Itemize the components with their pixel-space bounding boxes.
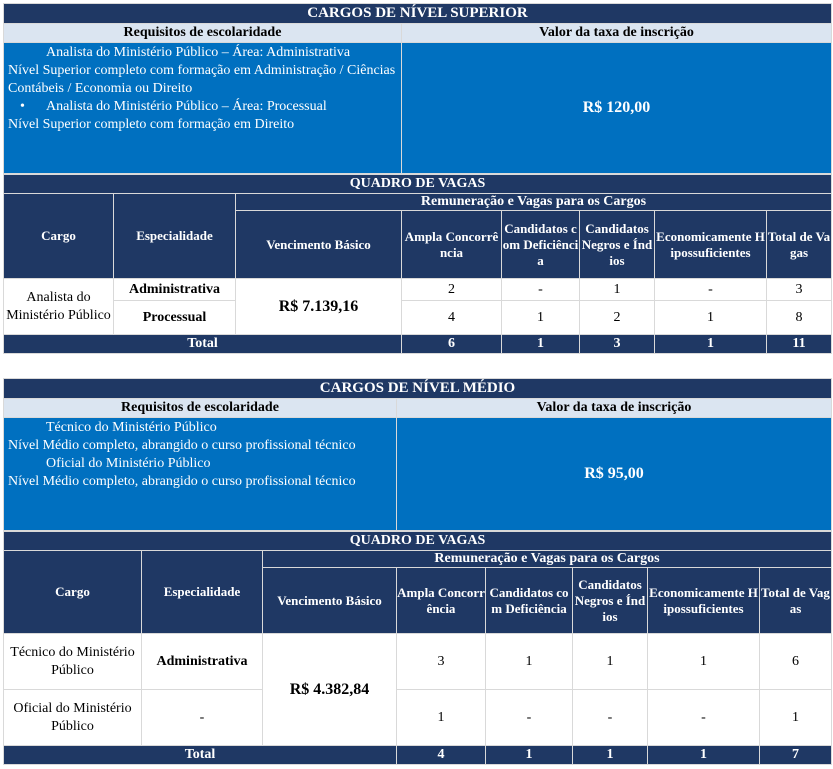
medio-row1-negros: 1 <box>573 634 648 690</box>
superior-total-negros: 3 <box>580 335 655 354</box>
superior-row1-total: 3 <box>767 279 832 301</box>
superior-col-negros: Candidatos Negros e Índios <box>580 211 655 279</box>
medio-row2-ampla: 1 <box>397 690 486 746</box>
medio-requirements <box>4 418 397 531</box>
superior-row2-hipo: 1 <box>655 301 767 335</box>
table-row <box>4 301 832 335</box>
superior-col-cargo: Cargo <box>4 194 114 279</box>
medio-row2-cargo: Oficial do Ministério Público <box>4 690 142 746</box>
superior-req-text-2: Nível Superior completo com formação em Direito <box>8 117 295 132</box>
superior-row1-especialidade: Administrativa <box>114 279 236 301</box>
superior-row2-total: 8 <box>767 301 832 335</box>
medio-col-hipo: Economicamente Hipossuficientes <box>648 568 760 634</box>
table-row <box>4 746 832 765</box>
medio-row2-deficiencia: - <box>486 690 573 746</box>
medio-title: CARGOS DE NÍVEL MÉDIO <box>4 379 832 399</box>
superior-remuneracao-header: Remuneração e Vagas para os Cargos <box>236 194 832 211</box>
superior-col-vencimento: Vencimento Básico <box>236 211 402 279</box>
superior-row2-negros: 2 <box>580 301 655 335</box>
superior-fee-header: Valor da taxa de inscrição <box>402 24 832 43</box>
superior-req-text-1: Nível Superior completo com formação em Administração / Ciências Contábeis / Economia ou Direito <box>8 63 396 96</box>
medio-col-especialidade: Especialidade <box>142 551 263 634</box>
superior-quadro-title: QUADRO DE VAGAS <box>4 175 832 194</box>
superior-req-bullet-2: • Analista do Ministério Público – Área: Processual <box>8 98 397 116</box>
superior-requirements <box>4 43 402 174</box>
superior-col-ampla: Ampla Concorrência <box>402 211 502 279</box>
superior-row2-deficiencia: 1 <box>502 301 580 335</box>
medio-row1-total: 6 <box>760 634 832 690</box>
medio-row1-hipo: 1 <box>648 634 760 690</box>
medio-req-bullet-2: • Oficial do Ministério Público <box>8 455 392 473</box>
superior-req-bullet-1: • Analista do Ministério Público – Área: Administrativa <box>8 44 397 62</box>
medio-row2-negros: - <box>573 690 648 746</box>
superior-row1-deficiencia: - <box>502 279 580 301</box>
superior-col-total: Total de Vagas <box>767 211 832 279</box>
medio-col-ampla: Ampla Concorrência <box>397 568 486 634</box>
superior-total-hipo: 1 <box>655 335 767 354</box>
medio-section <box>3 378 831 765</box>
medio-col-vencimento: Vencimento Básico <box>263 568 397 634</box>
medio-req-text-2: Nível Médio completo, abrangido o curso profissional técnico <box>8 474 356 489</box>
medio-requirements-table <box>3 378 832 531</box>
superior-row1-negros: 1 <box>580 279 655 301</box>
superior-requirements-table <box>3 3 832 174</box>
superior-col-deficiencia: Candidatos com Deficiência <box>502 211 580 279</box>
superior-fee-value: R$ 120,00 <box>402 43 832 174</box>
medio-total-hipo: 1 <box>648 746 760 765</box>
medio-total-deficiencia: 1 <box>486 746 573 765</box>
medio-total-ampla: 4 <box>397 746 486 765</box>
medio-total-total: 7 <box>760 746 832 765</box>
superior-vagas-table <box>3 174 832 354</box>
medio-remuneracao-header: Remuneração e Vagas para os Cargos <box>263 551 832 568</box>
medio-row1-especialidade: Administrativa <box>142 634 263 690</box>
superior-row1-hipo: - <box>655 279 767 301</box>
superior-vencimento-value: R$ 7.139,16 <box>236 279 402 335</box>
superior-cargo-name: Analista do Ministério Público <box>4 279 114 335</box>
medio-col-cargo: Cargo <box>4 551 142 634</box>
superior-col-especialidade: Especialidade <box>114 194 236 279</box>
table-row <box>4 690 832 746</box>
medio-row1-deficiencia: 1 <box>486 634 573 690</box>
medio-row1-ampla: 3 <box>397 634 486 690</box>
superior-row2-ampla: 4 <box>402 301 502 335</box>
medio-fee-value: R$ 95,00 <box>397 418 832 531</box>
medio-fee-header: Valor da taxa de inscrição <box>397 399 832 418</box>
superior-col-hipo: Economicamente Hipossuficientes <box>655 211 767 279</box>
medio-vencimento-value: R$ 4.382,84 <box>263 634 397 746</box>
medio-total-negros: 1 <box>573 746 648 765</box>
superior-row2-especialidade: Processual <box>114 301 236 335</box>
medio-col-total: Total de Vagas <box>760 568 832 634</box>
medio-vagas-table <box>3 531 832 765</box>
superior-total-ampla: 6 <box>402 335 502 354</box>
medio-quadro-title: QUADRO DE VAGAS <box>4 532 832 551</box>
superior-section <box>3 3 831 354</box>
medio-row1-cargo: Técnico do Ministério Público <box>4 634 142 690</box>
medio-row2-total: 1 <box>760 690 832 746</box>
table-row <box>4 335 832 354</box>
medio-req-text-1: Nível Médio completo, abrangido o curso profissional técnico <box>8 438 356 453</box>
superior-total-deficiencia: 1 <box>502 335 580 354</box>
superior-total-label: Total <box>4 335 402 354</box>
medio-col-negros: Candidatos Negros e Índios <box>573 568 648 634</box>
superior-total-total: 11 <box>767 335 832 354</box>
medio-col-deficiencia: Candidatos com Deficiência <box>486 568 573 634</box>
table-row <box>4 634 832 690</box>
medio-row2-hipo: - <box>648 690 760 746</box>
medio-req-bullet-1: • Técnico do Ministério Público <box>8 419 392 437</box>
superior-title: CARGOS DE NÍVEL SUPERIOR <box>4 4 832 24</box>
superior-row1-ampla: 2 <box>402 279 502 301</box>
superior-req-header: Requisitos de escolaridade <box>4 24 402 43</box>
medio-req-header: Requisitos de escolaridade <box>4 399 397 418</box>
table-row <box>4 279 832 301</box>
medio-total-label: Total <box>4 746 397 765</box>
medio-row2-especialidade: - <box>142 690 263 746</box>
